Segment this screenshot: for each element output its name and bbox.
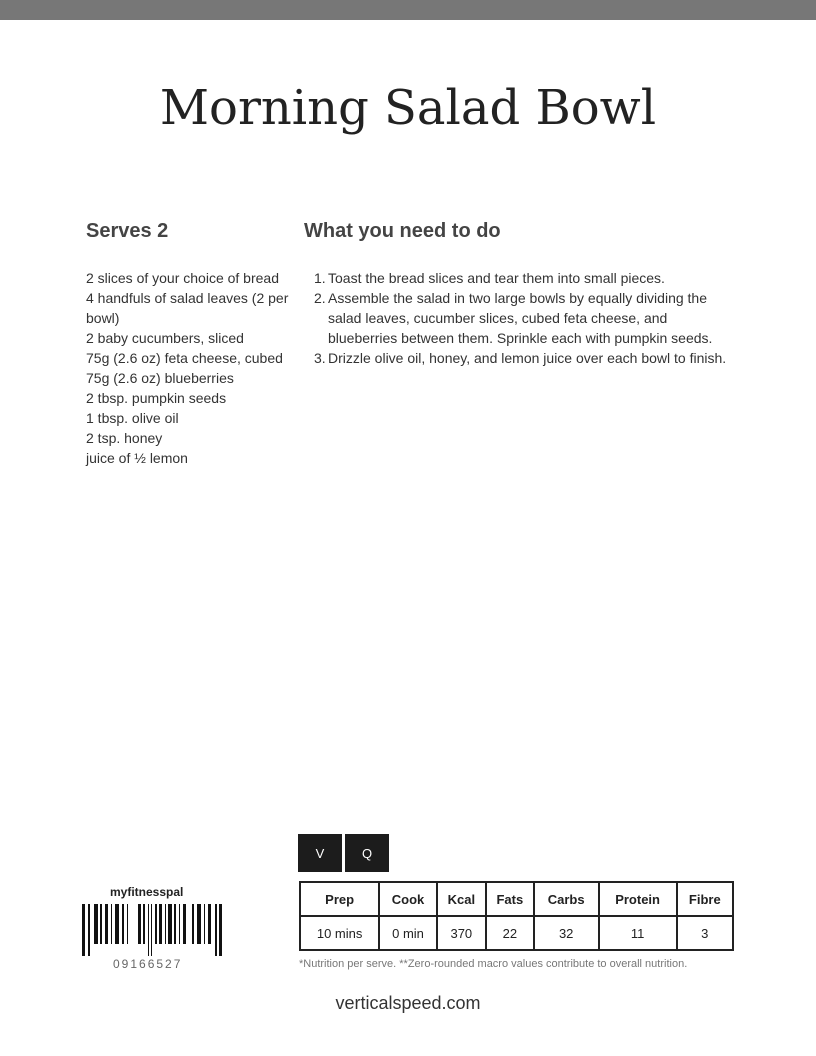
step-item: Drizzle olive oil, honey, and lemon juice over each bowl to finish. bbox=[328, 350, 727, 366]
nutrition-header-fibre: Fibre bbox=[677, 882, 733, 916]
nutrition-value-carbs: 32 bbox=[534, 916, 599, 950]
barcode-icon bbox=[82, 904, 222, 956]
ingredient-item: 2 tsp. honey bbox=[86, 430, 163, 446]
nutrition-header-protein: Protein bbox=[599, 882, 677, 916]
nutrition-header-row bbox=[300, 882, 733, 916]
nutrition-value-protein: 11 bbox=[599, 916, 677, 950]
ingredient-item: 2 tbsp. pumpkin seeds bbox=[86, 390, 227, 406]
nutrition-footnote: *Nutrition per serve. **Zero-rounded macro values contribute to overall nutrition. bbox=[299, 958, 688, 970]
nutrition-header-cook: Cook bbox=[379, 882, 437, 916]
barcode-number: 09166527 bbox=[113, 957, 183, 971]
nutrition-header-kcal: Kcal bbox=[437, 882, 486, 916]
nutrition-header-carbs: Carbs bbox=[534, 882, 599, 916]
nutrition-header-prep: Prep bbox=[300, 882, 379, 916]
tag-vegetarian: V bbox=[298, 834, 342, 872]
serves-heading: Serves 2 bbox=[86, 220, 169, 242]
diet-tags bbox=[298, 834, 389, 872]
nutrition-value-fibre: 3 bbox=[677, 916, 733, 950]
ingredient-item: juice of ½ lemon bbox=[86, 450, 188, 466]
footer-site-url: verticalspeed.com bbox=[335, 993, 481, 1013]
top-bar bbox=[0, 0, 816, 20]
ingredient-item: 1 tbsp. olive oil bbox=[86, 410, 179, 426]
ingredient-list bbox=[86, 268, 298, 468]
brand-label: myfitnesspal bbox=[110, 885, 184, 899]
nutrition-value-row bbox=[300, 916, 733, 950]
ingredient-item: 75g (2.6 oz) blueberries bbox=[86, 370, 234, 386]
nutrition-value-fats: 22 bbox=[486, 916, 534, 950]
nutrition-value-cook: 0 min bbox=[379, 916, 437, 950]
nutrition-table bbox=[299, 881, 734, 951]
recipe-title: Morning Salad Bowl bbox=[159, 80, 657, 136]
step-list bbox=[306, 268, 730, 368]
tag-quick: Q bbox=[345, 834, 389, 872]
step-item: Assemble the salad in two large bowls by equally dividing the salad leaves, cucumber slices, cubed feta cheese, and blueberries between them. Sprinkle each with pumpkin seeds. bbox=[328, 290, 713, 346]
ingredient-item: 2 slices of your choice of bread bbox=[86, 270, 279, 286]
ingredient-item: 2 baby cucumbers, sliced bbox=[86, 330, 244, 346]
step-item: Toast the bread slices and tear them into small pieces. bbox=[328, 270, 665, 286]
ingredient-item: 75g (2.6 oz) feta cheese, cubed bbox=[86, 350, 283, 366]
nutrition-value-prep: 10 mins bbox=[300, 916, 379, 950]
ingredient-item: 4 handfuls of salad leaves (2 per bowl) bbox=[86, 290, 289, 326]
nutrition-header-fats: Fats bbox=[486, 882, 534, 916]
instructions-heading: What you need to do bbox=[304, 220, 501, 242]
nutrition-value-kcal: 370 bbox=[437, 916, 486, 950]
